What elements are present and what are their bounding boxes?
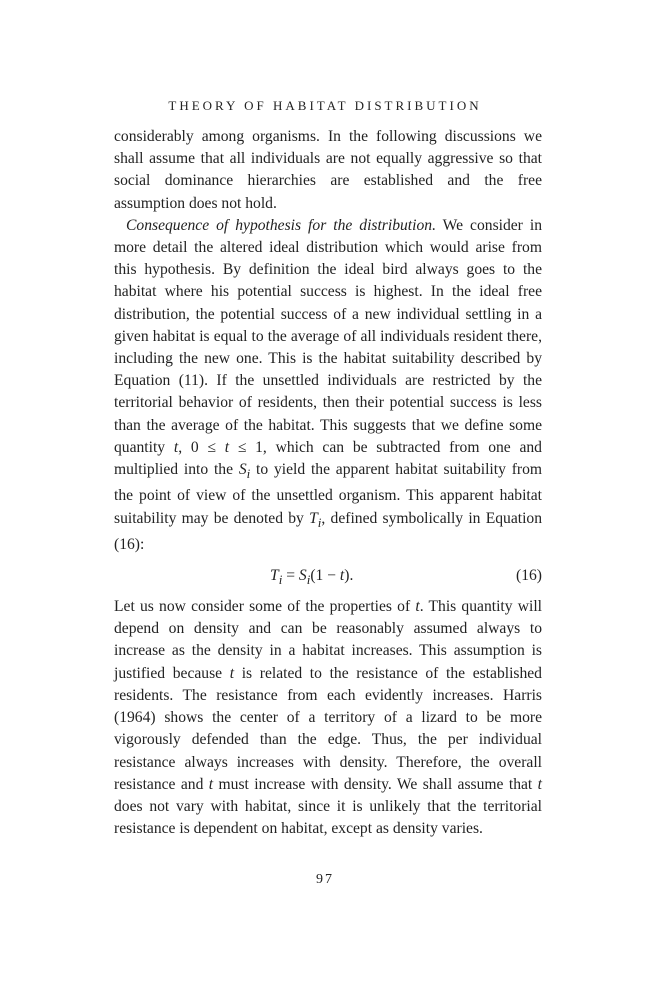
paragraph-2-text-d: to yield the apparent habitat suitability from the point of view of the unsettled organism. This apparent habitat suitability may be denoted by (114, 461, 543, 527)
body-text (114, 126, 542, 840)
eq-subscript-i: i (306, 572, 311, 588)
eq-end: ). (344, 567, 354, 585)
symbol-t: t (224, 438, 230, 456)
paragraph-3-text-e: does not vary with habitat, since it is unlikely that the territorial resistance is dependent on habitat, except as density varies. (114, 797, 542, 838)
eq-symbol-S: S (298, 567, 307, 585)
paragraph-2-text-b: , 0 ≤ (178, 438, 225, 456)
section-heading: Consequence of hypothesis for the distribution. (126, 216, 436, 234)
paragraph-2-text-a: We consider in more detail the altered ideal distribution which would arise from this hypothesis. By definition the ideal bird always goes to the habitat where his potential success is highest. In the ideal free distribution, the potential success of a new individual settling in a given habitat is equal to the average of all individuals resident there, including the new one. This is the habitat suitability described by Equation (11). If the unsettled individuals are restricted by the territorial behavior of residents, then their potential success is less than the average of the habitat. This suggests that we define some quantity (114, 216, 542, 456)
paragraph-2-text-e: , defined symbolically in Equation (16): (114, 509, 542, 553)
paragraph-2-text-c: ≤ 1, which can be subtracted from one and multiplied into the (114, 438, 542, 479)
paragraph-3-text-c: is related to the resistance of the established residents. The resistance from each evidently increases. Harris (1964) shows the center of a territory of a lizard to be more vigorously defended than the edge. Thus, the per individual resistance always increases with density. Therefore, the overall resistance and (114, 664, 542, 793)
eq-equals: = (282, 567, 299, 585)
paragraph-2 (114, 215, 542, 556)
symbol-t: t (415, 598, 420, 616)
symbol-T: T (309, 509, 318, 527)
equation-expression (270, 565, 353, 587)
paragraph-3 (114, 596, 542, 840)
page-number: 97 (316, 872, 334, 887)
running-head: THEORY OF HABITAT DISTRIBUTION (168, 98, 482, 113)
eq-factor: (1 − (310, 567, 340, 585)
subscript-i: i (317, 514, 322, 530)
paragraph-3-text-b: . This quantity will depend on density and can be reasonably assumed always to increase as the density in a habitat increases. This assumption is justified because (114, 598, 542, 682)
symbol-t: t (229, 664, 235, 682)
equation-16 (114, 565, 542, 587)
subscript-i: i (246, 466, 251, 482)
equation-number: (16) (516, 567, 542, 585)
symbol-t: t (208, 775, 214, 793)
eq-symbol-t: t (339, 567, 345, 585)
eq-subscript-i: i (278, 572, 283, 588)
paragraph-1: considerably among organisms. In the following discussions we shall assume that all individuals are not equally aggressive so that social dominance hierarchies are established and the free assumption does not hold. (114, 128, 542, 212)
symbol-t: t (537, 775, 542, 793)
symbol-t: t (173, 438, 179, 456)
symbol-S: S (238, 461, 247, 479)
paragraph-3-text-d: must increase with density. We shall assume that (213, 775, 538, 793)
paragraph-3-text-a: Let us now consider some of the properties of (114, 598, 416, 616)
eq-symbol-T: T (270, 567, 279, 585)
